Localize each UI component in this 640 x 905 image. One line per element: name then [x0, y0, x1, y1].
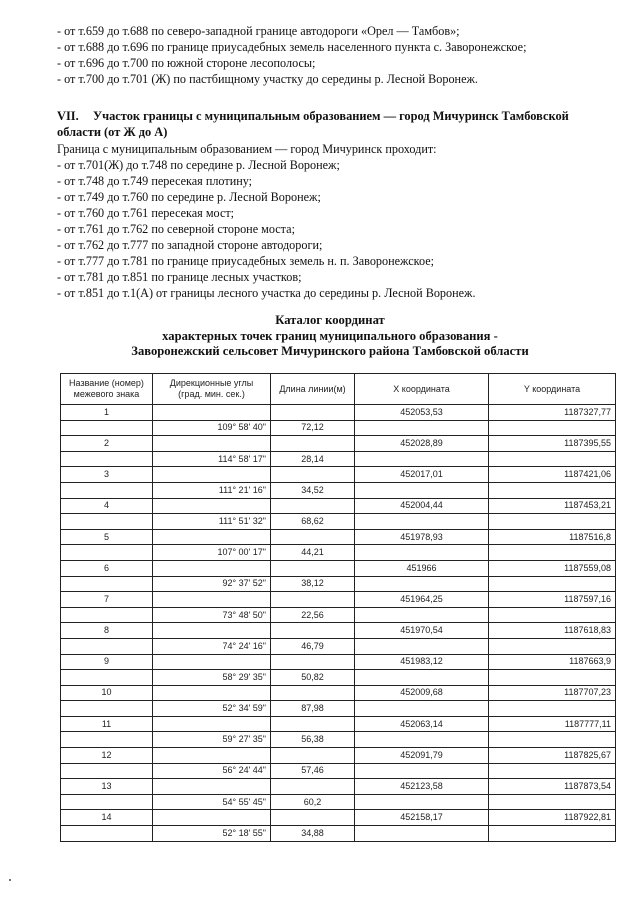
- header-x: X координата: [355, 374, 489, 405]
- table-row: [61, 716, 616, 732]
- section-heading-line1: Участок границы с муниципальным образованием — город Мичуринск Тамбовской: [93, 109, 569, 123]
- cell-point-name: [61, 826, 153, 842]
- cell-length: [271, 592, 355, 608]
- cell-x: [355, 514, 489, 530]
- cell-angle: 52° 18' 55": [153, 826, 271, 842]
- cell-length: [271, 436, 355, 452]
- cell-y: [489, 545, 616, 561]
- cell-x: [355, 701, 489, 717]
- table-row: [61, 763, 616, 779]
- cell-x: [355, 576, 489, 592]
- cell-x: [355, 482, 489, 498]
- cell-y: [489, 638, 616, 654]
- cell-angle: 107° 00' 17": [153, 545, 271, 561]
- list-item: - от т.700 до т.701 (Ж) по пастбищному участку до середины р. Лесной Воронеж.: [57, 71, 617, 87]
- cell-angle: 54° 55' 45": [153, 794, 271, 810]
- cell-x: 451983,12: [355, 654, 489, 670]
- list-item: - от т.777 до т.781 по границе приусадебных земель н. п. Заворонежское;: [57, 253, 617, 269]
- table-row: [61, 779, 616, 795]
- cell-length: 28,14: [271, 451, 355, 467]
- cell-x: 452063,14: [355, 716, 489, 732]
- cell-y: 1187516,8: [489, 529, 616, 545]
- cell-angle: 114° 58' 17": [153, 451, 271, 467]
- table-row: [61, 701, 616, 717]
- cell-angle: [153, 467, 271, 483]
- cell-y: 1187395,55: [489, 436, 616, 452]
- cell-x: [355, 451, 489, 467]
- cell-angle: [153, 498, 271, 514]
- cell-angle: [153, 779, 271, 795]
- cell-x: 452091,79: [355, 748, 489, 764]
- cell-y: 1187618,83: [489, 623, 616, 639]
- cell-y: [489, 420, 616, 436]
- list-item: - от т.781 до т.851 по границе лесных участков;: [57, 269, 617, 285]
- cell-x: 451966: [355, 560, 489, 576]
- cell-length: 34,52: [271, 482, 355, 498]
- cell-angle: 56° 24' 44": [153, 763, 271, 779]
- cell-angle: 92° 37' 52": [153, 576, 271, 592]
- header-length: Длина линии(м): [271, 374, 355, 405]
- cell-length: 38,12: [271, 576, 355, 592]
- catalog-title: [100, 313, 560, 360]
- cell-point-name: 3: [61, 467, 153, 483]
- table-row: [61, 482, 616, 498]
- cell-y: 1187597,16: [489, 592, 616, 608]
- cell-angle: 58° 29' 35": [153, 670, 271, 686]
- cell-angle: [153, 748, 271, 764]
- cell-y: 1187922,81: [489, 810, 616, 826]
- cell-length: 60,2: [271, 794, 355, 810]
- cell-length: [271, 529, 355, 545]
- cell-x: 451970,54: [355, 623, 489, 639]
- table-row: [61, 545, 616, 561]
- cell-point-name: [61, 514, 153, 530]
- cell-length: 34,88: [271, 826, 355, 842]
- cell-length: [271, 654, 355, 670]
- cell-length: [271, 560, 355, 576]
- cell-y: 1187327,77: [489, 405, 616, 421]
- cell-point-name: [61, 794, 153, 810]
- coordinates-table: [60, 373, 616, 842]
- table-row: [61, 794, 616, 810]
- section-heading-line2: области (от Ж до А): [57, 125, 168, 139]
- cell-y: 1187663,9: [489, 654, 616, 670]
- catalog-title-line1: Каталог координат: [275, 313, 385, 327]
- cell-length: [271, 716, 355, 732]
- list-item: - от т.696 до т.700 по южной стороне лесополосы;: [57, 55, 617, 71]
- table-row: [61, 826, 616, 842]
- cell-angle: [153, 654, 271, 670]
- cell-point-name: 6: [61, 560, 153, 576]
- section-heading: [57, 108, 617, 140]
- cell-y: 1187825,67: [489, 748, 616, 764]
- cell-x: [355, 732, 489, 748]
- cell-point-name: 11: [61, 716, 153, 732]
- cell-x: [355, 638, 489, 654]
- cell-x: 452158,17: [355, 810, 489, 826]
- cell-length: [271, 405, 355, 421]
- cell-x: 452009,68: [355, 685, 489, 701]
- cell-point-name: [61, 576, 153, 592]
- cell-angle: [153, 405, 271, 421]
- cell-point-name: 2: [61, 436, 153, 452]
- coordinates-table-body: [61, 405, 616, 842]
- table-row: [61, 810, 616, 826]
- header-name: Название (номер) межевого знака: [61, 374, 153, 405]
- cell-y: [489, 576, 616, 592]
- cell-length: 87,98: [271, 701, 355, 717]
- cell-angle: [153, 529, 271, 545]
- cell-x: 451978,93: [355, 529, 489, 545]
- list-item: - от т.749 до т.760 по середине р. Лесной Воронеж;: [57, 189, 617, 205]
- cell-point-name: [61, 701, 153, 717]
- cell-y: 1187777,11: [489, 716, 616, 732]
- cell-angle: 52° 34' 59": [153, 701, 271, 717]
- cell-angle: 111° 51' 32": [153, 514, 271, 530]
- table-row: [61, 670, 616, 686]
- cell-angle: [153, 810, 271, 826]
- cell-point-name: [61, 451, 153, 467]
- list-item: - от т.688 до т.696 по границе приусадебных земель населенного пункта с. Заворонежское;: [57, 39, 617, 55]
- cell-y: [489, 794, 616, 810]
- list-item: - от т.701(Ж) до т.748 по середине р. Лесной Воронеж;: [57, 157, 617, 173]
- cell-x: 452028,89: [355, 436, 489, 452]
- table-header-row: [61, 374, 616, 405]
- cell-length: [271, 685, 355, 701]
- cell-length: [271, 810, 355, 826]
- cell-point-name: [61, 670, 153, 686]
- cell-y: [489, 607, 616, 623]
- boundary-list-previous: [57, 23, 617, 87]
- cell-y: 1187707,23: [489, 685, 616, 701]
- table-row: [61, 436, 616, 452]
- table-row: [61, 592, 616, 608]
- cell-angle: [153, 592, 271, 608]
- cell-point-name: 1: [61, 405, 153, 421]
- list-item: - от т.761 до т.762 по северной стороне моста;: [57, 221, 617, 237]
- cell-x: [355, 826, 489, 842]
- cell-length: 72,12: [271, 420, 355, 436]
- cell-point-name: [61, 420, 153, 436]
- table-row: [61, 498, 616, 514]
- cell-x: 452053,53: [355, 405, 489, 421]
- cell-x: [355, 607, 489, 623]
- cell-y: [489, 482, 616, 498]
- table-row: [61, 638, 616, 654]
- cell-length: [271, 748, 355, 764]
- table-row: [61, 576, 616, 592]
- cell-length: [271, 779, 355, 795]
- cell-length: [271, 498, 355, 514]
- cell-length: 22,56: [271, 607, 355, 623]
- catalog-title-line3: Заворонежский сельсовет Мичуринского района Тамбовской области: [131, 344, 529, 358]
- table-row: [61, 529, 616, 545]
- cell-y: 1187421,06: [489, 467, 616, 483]
- cell-x: [355, 763, 489, 779]
- cell-angle: [153, 560, 271, 576]
- cell-y: [489, 732, 616, 748]
- cell-x: 452004,44: [355, 498, 489, 514]
- cell-point-name: [61, 638, 153, 654]
- cell-y: [489, 701, 616, 717]
- cell-length: 57,46: [271, 763, 355, 779]
- table-row: [61, 732, 616, 748]
- cell-angle: [153, 436, 271, 452]
- cell-length: 68,62: [271, 514, 355, 530]
- cell-length: 50,82: [271, 670, 355, 686]
- section-number: VII.: [57, 109, 79, 123]
- cell-point-name: 9: [61, 654, 153, 670]
- table-row: [61, 560, 616, 576]
- cell-x: [355, 545, 489, 561]
- cell-angle: [153, 716, 271, 732]
- cell-point-name: [61, 482, 153, 498]
- cell-angle: 74° 24' 16": [153, 638, 271, 654]
- header-y: Y координата: [489, 374, 616, 405]
- cell-angle: [153, 623, 271, 639]
- cell-x: [355, 420, 489, 436]
- cell-length: 46,79: [271, 638, 355, 654]
- table-row: [61, 420, 616, 436]
- table-row: [61, 405, 616, 421]
- boundary-list-section: [57, 157, 617, 301]
- cell-y: [489, 514, 616, 530]
- catalog-title-line2: характерных точек границ муниципального образования -: [162, 328, 498, 343]
- cell-point-name: 4: [61, 498, 153, 514]
- cell-x: 452017,01: [355, 467, 489, 483]
- list-item: - от т.760 до т.761 пересекая мост;: [57, 205, 617, 221]
- list-item: - от т.762 до т.777 по западной стороне автодороги;: [57, 237, 617, 253]
- cell-angle: 111° 21' 16": [153, 482, 271, 498]
- cell-point-name: 13: [61, 779, 153, 795]
- cell-angle: [153, 685, 271, 701]
- cell-point-name: 5: [61, 529, 153, 545]
- table-row: [61, 685, 616, 701]
- cell-length: 56,38: [271, 732, 355, 748]
- scan-speck: [9, 879, 11, 881]
- list-item: - от т.851 до т.1(А) от границы лесного участка до середины р. Лесной Воронеж.: [57, 285, 617, 301]
- cell-y: 1187453,21: [489, 498, 616, 514]
- cell-x: 451964,25: [355, 592, 489, 608]
- list-item: - от т.659 до т.688 по северо-западной границе автодороги «Орел — Тамбов»;: [57, 23, 617, 39]
- cell-y: [489, 451, 616, 467]
- cell-point-name: [61, 545, 153, 561]
- cell-y: 1187873,54: [489, 779, 616, 795]
- table-row: [61, 748, 616, 764]
- table-row: [61, 623, 616, 639]
- table-row: [61, 607, 616, 623]
- cell-angle: 73° 48' 50": [153, 607, 271, 623]
- cell-point-name: 8: [61, 623, 153, 639]
- cell-length: 44,21: [271, 545, 355, 561]
- cell-x: 452123,58: [355, 779, 489, 795]
- cell-point-name: 10: [61, 685, 153, 701]
- table-row: [61, 467, 616, 483]
- table-row: [61, 451, 616, 467]
- cell-point-name: [61, 763, 153, 779]
- table-row: [61, 514, 616, 530]
- list-item: - от т.748 до т.749 пересекая плотину;: [57, 173, 617, 189]
- header-angle: Дирекционные углы (град. мин. сек.): [153, 374, 271, 405]
- cell-point-name: 14: [61, 810, 153, 826]
- cell-point-name: [61, 607, 153, 623]
- cell-y: [489, 826, 616, 842]
- cell-point-name: 7: [61, 592, 153, 608]
- cell-length: [271, 467, 355, 483]
- section-intro: Граница с муниципальным образованием — город Мичуринск проходит:: [57, 142, 437, 156]
- table-row: [61, 654, 616, 670]
- cell-x: [355, 794, 489, 810]
- cell-angle: 109° 58' 40": [153, 420, 271, 436]
- cell-point-name: [61, 732, 153, 748]
- cell-y: 1187559,08: [489, 560, 616, 576]
- cell-point-name: 12: [61, 748, 153, 764]
- cell-x: [355, 670, 489, 686]
- cell-y: [489, 670, 616, 686]
- cell-angle: 59° 27' 35": [153, 732, 271, 748]
- cell-length: [271, 623, 355, 639]
- cell-y: [489, 763, 616, 779]
